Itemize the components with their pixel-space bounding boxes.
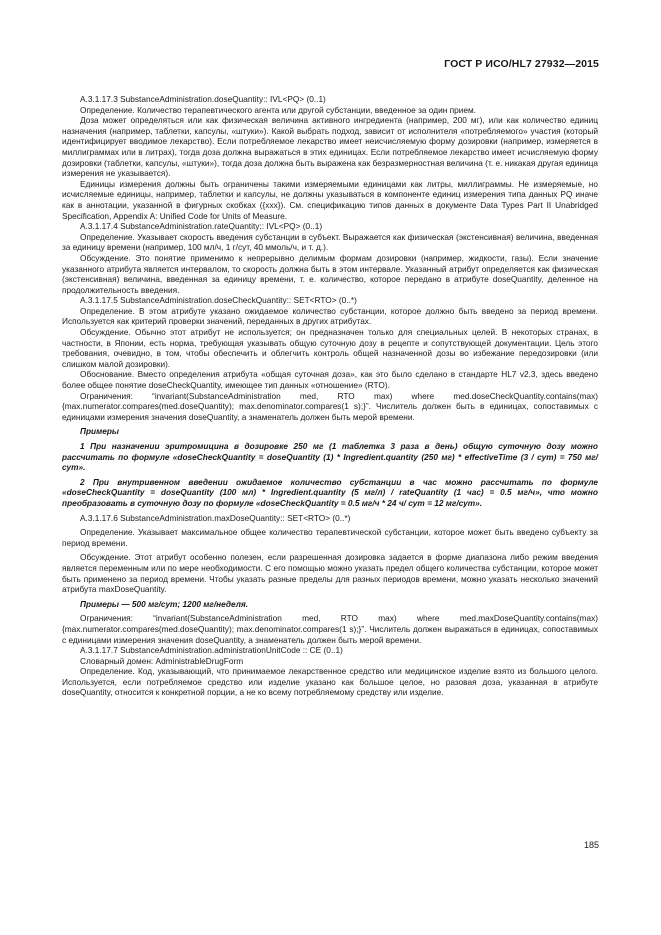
section-heading: A.3.1.17.6 SubstanceAdministration.maxDoseQuantity:: SET<RTO> (0..*) <box>80 512 351 523</box>
paragraph: Обсуждение. Обычно этот атрибут не используется; он предназначен только для специальных целей. В некоторых странах, в частности, в Японии, есть норма, требующая указывать общую суточную дозу в рецепте и сопутствующей документации. Цель этого требования, очевидно, в том, чтобы обеспечить и облегчить контроль общей назначенной дозы во избежание передозировки (или слишком малой дозировки). <box>62 327 598 369</box>
section-heading: A.3.1.17.5 SubstanceAdministration.doseCheckQuantity:: SET<RTO> (0..*) <box>80 295 357 306</box>
example-1: 1 При назначении эритромицина в дозировке 250 мг (1 таблетка 3 раза в день) общую суточную дозу можно рассчитать по формуле «doseCheckQuantity = doseQuantity (1) * Ingredient.quantity (250 мг) * effectiveTime (3 / сут) = 750 мг/сут». <box>62 441 598 473</box>
document-body <box>62 94 598 698</box>
section-heading: A.3.1.17.7 SubstanceAdministration.administrationUnitCode :: CE (0..1) <box>80 645 343 656</box>
paragraph: Обсуждение. Этот атрибут особенно полезен, если разрешенная дозировка задается в форме диапазона либо режим введения является переменным или по мере необходимости. С его помощью можно указать предел общего количества субстанции, которое может быть применено за период времени. Чтобы указать разные пределы для разных периодов времени, можно указать несколько значений атрибута maxDoseQuantity. <box>62 552 598 595</box>
section-heading: A.3.1.17.4 SubstanceAdministration.rateQuantity:: IVL<PQ> (0..1) <box>80 221 323 232</box>
paragraph: Определение. В этом атрибуте указано ожидаемое количество субстанции, которое должно быть введено за период времени. Используется как критерий проверки значений, переданных в других атрибутах. <box>62 305 598 327</box>
examples-heading: Примеры <box>80 426 120 437</box>
page-number: 185 <box>583 840 599 850</box>
paragraph: Словарный домен: AdministrableDrugForm <box>80 655 244 666</box>
paragraph: Единицы измерения должны быть ограничены такими измеряемыми единицами как литры, миллиграммы. Не измеряемые, но исчисляемые единицы, например, таблетки и капсулы, не должны указываться в компоненте единиц измерения типа данных PQ иначе как в аннотации, указанной в фигурных скобках ({xxx}). См. спецификацию типов данных в документе Data Types Part II Unabridged Specification, Appendix A: Unified Code for Units of Measure. <box>62 178 598 221</box>
example-2: 2 При внутривенном введении ожидаемое количество субстанции в час можно рассчитать по формуле «doseCheckQuantity = doseQuantity (100 мл) * Ingredient.quantity (5 мг/л) / rateQuantity (1 час) = 0.5 мг/ч», что можно преобразовать в суточную дозу по формуле «doseCheckQuantity = 0.5 мг/ч * 24 ч/ сут = 12 мг/сут». <box>62 476 598 508</box>
document-header: ГОСТ Р ИСО/HL7 27932—2015 <box>444 58 599 70</box>
paragraph: Ограничения: “invariant(SubstanceAdministration med, RTO max) where med.maxDoseQuantity.contains(max) {max.numerator.compares(med.doseQuantity); max.denominator.compares(1 s);}”. Числитель должен выражаться в единицах, сопоставимых с единицами измерения значения doseQuantity, а знаменатель должен быть мерой времени. <box>62 613 598 645</box>
paragraph: Определение. Указывает максимальное общее количество терапевтической субстанции, которое может быть введено субъекту за период времени. <box>62 527 598 548</box>
paragraph: Ограничения: “invariant(SubstanceAdministration med, RTO max) where med.doseCheckQuantity.contains(max) {max.numerator.compares(med.doseQuantity); max.denominator.compares(1 s);}”. Числитель должен быть в единицах, сопоставимых с единицами измерения значения doseQuantity, а знаменатель должен быть мерой времени. <box>62 390 598 422</box>
paragraph: Доза может определяться или как физическая величина активного ингредиента (например, 200 мг), или как количество единиц назначения (например, таблетки, капсулы, «штуки»). Какой выбрать подход, зависит от исполнителя «потребляемого» участия (который идентифицирует вводимое лекарство). Если потребляемое лекарство имеет неисчисляемую форму дозировки (например, измеряется в миллиграммах или в литрах), тогда доза должна выражаться в этих единицах. Если потребляемое лекарство имеет исчисляемую форму дозировки (таблетки, капсулы, «штуки»), тогда доза должна быть выражена как безразмерностная величина (т. е. никакая другая единица измерения не указывается). <box>62 115 598 179</box>
paragraph: Определение. Указывает скорость введения субстанции в субъект. Выражается как физическая (экстенсивная) величина, введенная за единицу времени (например, 100 мл/ч, 1 г/сут, 40 ммоль/ч, и т. д.). <box>62 231 598 253</box>
paragraph: Обоснование. Вместо определения атрибута «общая суточная доза», как это было сделано в стандарте HL7 v2.3, здесь введено более общее понятие doseCheckQuantity, имеющее тип данных «отношение» (RTO). <box>62 369 598 391</box>
examples-note: Примеры — 500 мг/сут; 1200 мг/неделя. <box>80 598 249 609</box>
paragraph: Определение. Количество терапевтического агента или другой субстанции, введенное за один прием. <box>80 104 476 115</box>
section-heading: A.3.1.17.3 SubstanceAdministration.doseQuantity:: IVL<PQ> (0..1) <box>80 94 326 104</box>
paragraph: Обсуждение. Это понятие применимо к непрерывно делимым формам дозировки (например, жидкости, газы). Если значение указанного атрибута является интервалом, то скорость должна быть в этом интервале. Указанный атрибут определяется как физическая (экстенсивная) величина, введенная за единицу времени, т. е. количество, которое передано в атрибуте doseQuantity, деленное на продолжительность введения. <box>62 252 598 295</box>
paragraph: Определение. Код, указывающий, что принимаемое лекарственное средство или медицинское изделие взято из большого целого. Используется, если потребляемое средство или изделие указано как большое целое, но разовая доза, указанная в атрибуте doseQuantity, относится к конкретной порции, а не ко всему потребляемому средству или изделие. <box>62 666 598 698</box>
